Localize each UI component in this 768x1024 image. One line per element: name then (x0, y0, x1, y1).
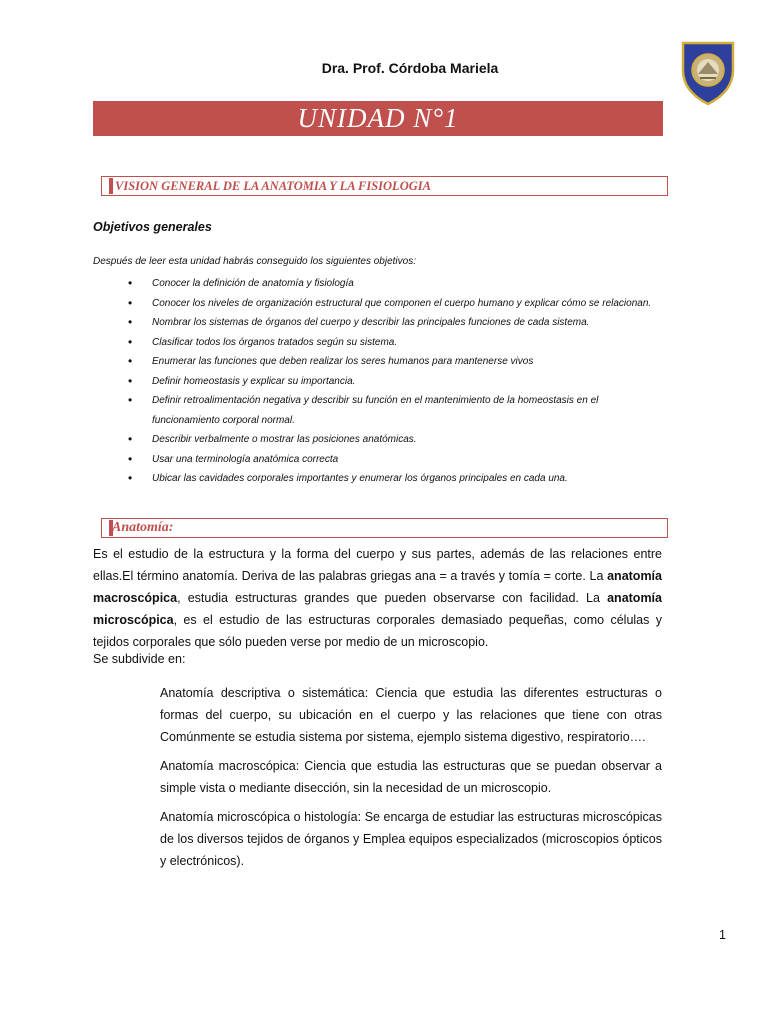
section-title: Anatomía: (112, 520, 174, 535)
list-item: • Nombrar los sistemas de órganos del cuerpo y describir las principales funciones de cada sistema. (128, 313, 668, 333)
subdivision-descriptive: Anatomía descriptiva o sistemática: Ciencia que estudia las diferentes estructuras o formas del cuerpo, su ubicación en el cuerpo y las relaciones que tiene con otras Comúnmente se estudia sistema por sistema, ejemplo sistema digestivo, respiratorio…. (160, 686, 662, 744)
list-item: • Definir retroalimentación negativa y describir su función en el mantenimiento de la homeostasis en el funcionamiento corporal normal. (128, 391, 668, 430)
list-item: • Enumerar las funciones que deben realizar los seres humanos para mantenerse vivos (128, 352, 668, 372)
objectives-list (128, 274, 668, 489)
bold-term: anatomía microscópica (93, 591, 662, 627)
subdivision-microscopic: Anatomía microscópica o histología: Se encarga de estudiar las estructuras microscópicas de los diversos tejidos de órganos y Emplea equipos especializados (microscopios ópticos y electrónicos). (160, 810, 662, 868)
list-item: • Definir homeostasis y explicar su importancia. (128, 372, 668, 392)
subdivision-macroscopic: Anatomía macroscópica: Ciencia que estudia las estructuras que se puedan observar a simple vista o mediante disección, sin la necesidad de un microscopio. (160, 759, 662, 795)
section-heading-overview (101, 176, 668, 196)
list-item: • Conocer la definición de anatomía y fisiología (128, 274, 668, 294)
subdivide-label: Se subdivide en: (93, 652, 186, 666)
list-item: • Ubicar las cavidades corporales importantes y enumerar los órganos principales en cada una. (128, 469, 668, 489)
list-item: • Conocer los niveles de organización estructural que componen el cuerpo humano y explicar cómo se relacionan. (128, 294, 668, 314)
unit-title-banner: UNIDAD N°1 (93, 101, 663, 136)
objectives-intro: Después de leer esta unidad habrás conseguido los siguientes objetivos: (93, 256, 416, 267)
anatomy-definition-paragraph (93, 543, 662, 653)
bold-term: anatomía macroscópica (93, 569, 662, 605)
section-title: VISION GENERAL DE LA ANATOMIA Y LA FISIOLOGIA (115, 179, 431, 193)
author-name: Dra. Prof. Córdoba Mariela (321, 60, 499, 76)
section-heading-anatomy (101, 518, 668, 538)
list-item: • Clasificar todos los órganos tratados según su sistema. (128, 333, 668, 353)
list-item: • Usar una terminología anatómica correcta (128, 450, 668, 470)
school-crest-logo (680, 40, 736, 106)
paragraph-text: Es el estudio de la estructura y la forma del cuerpo y sus partes, además de las relaciones entre ellas.El término anatomía. Deriva de las palabras griegas ana = a través y tomía = corte. La (93, 547, 662, 583)
list-item: • Describir verbalmente o mostrar las posiciones anatómicas. (128, 430, 668, 450)
objectives-heading: Objetivos generales (93, 220, 212, 234)
page-number: 1 (719, 928, 726, 942)
paragraph-text: , es el estudio de las estructuras corporales demasiado pequeñas, como células y tejidos corporales que sólo pueden verse por medio de un microscopio. (93, 613, 662, 649)
paragraph-text: , estudia estructuras grandes que pueden observarse con facilidad. La (177, 591, 608, 605)
section-accent-bar (109, 178, 113, 194)
